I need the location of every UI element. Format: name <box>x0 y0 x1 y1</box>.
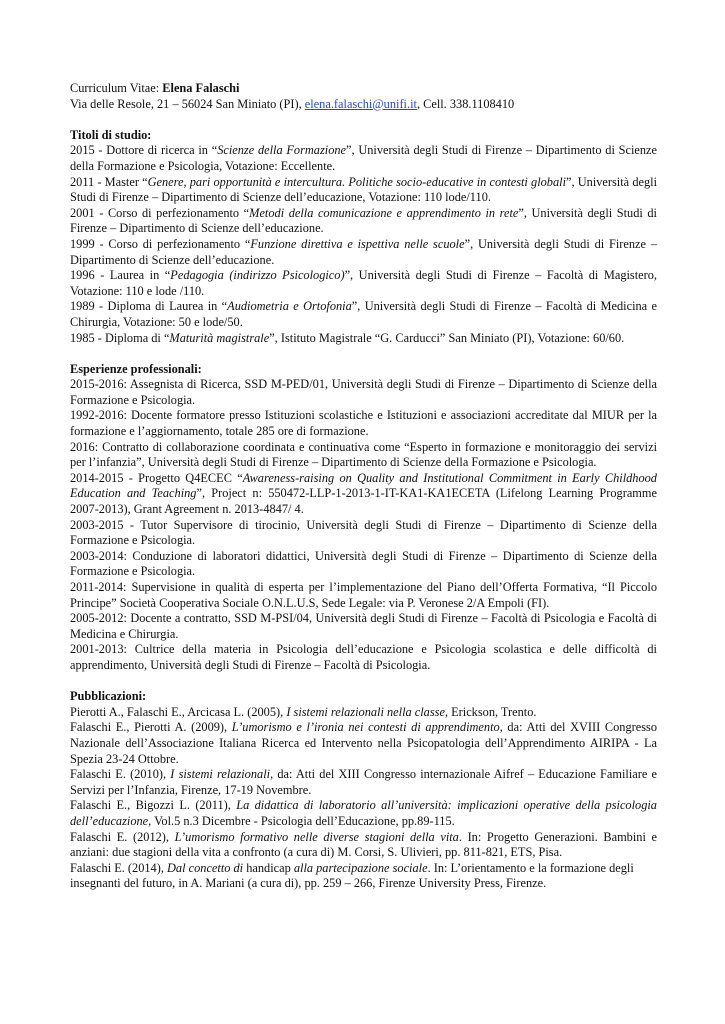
entry-text: . In: Progetto Generazioni. Bambini e anziani: due stagioni della vita a confronto (a cura di) M. Corsi, S. Ulivieri, pp. 811-821, ETS, Pisa. <box>70 829 657 860</box>
experience-entry <box>70 408 657 439</box>
study-entry <box>70 143 657 174</box>
entry-text: 1999 - Corso di perfezionamento “ <box>70 236 251 251</box>
publication-entry <box>70 830 657 861</box>
experience-entry <box>70 611 657 642</box>
entry-italic: Dal concetto di <box>167 860 247 875</box>
entry-text: 2016: Contratto di collaborazione coordinata e continuativa come “Esperto in formazione e monitoraggio dei servizi per l’infanzia”, Università degli Studi di Firenze – Dipartimento di Scienze della Formazione e Psicologia. <box>70 439 657 470</box>
study-entry <box>70 206 657 237</box>
studies-list <box>70 143 657 346</box>
entry-text: Falaschi E., Bigozzi L. (2011), <box>70 798 237 813</box>
experience-entry <box>70 580 657 611</box>
entry-text: ”, Università degli Studi di Firenze – Dipartimento di Scienze dell’educazione. <box>70 236 657 267</box>
entry-text: 2015-2016: Assegnista di Ricerca, SSD M-PED/01, Università degli Studi di Firenze – Dipartimento di Scienze della Formazione e Psicologia. <box>70 377 657 407</box>
experience-entry <box>70 440 657 471</box>
study-entry <box>70 299 657 330</box>
section-title-studies: Titoli di studio: <box>70 127 152 142</box>
publication-entry <box>70 861 657 892</box>
entry-text: Falaschi E. (2014), <box>70 860 168 875</box>
entry-italic: Audiometria e Ortofonia <box>227 299 352 314</box>
entry-text: Pierotti A., Falaschi E., Arcicasa L. (2005), <box>70 704 287 719</box>
entry-text: , da: Atti del XVIII Congresso Nazionale dell’Associazione Italiana Ricerca ed Intervento nella Psicopatologia dell’Apprendimento AIRIPA - La Spezia 23-24 Ottobre. <box>70 720 657 766</box>
entry-text: ”, Project n: 550472-LLP-1-2013-1-IT-KA1-KA1ECETA (Lifelong Learning Programme 2007-2013), Grant Agreement n. 2013-4847/ 4. <box>70 486 657 517</box>
entry-text: , Vol.5 n.3 Dicembre - Psicologia dell’Educazione, pp.89-115. <box>148 813 455 828</box>
experience-entry <box>70 642 657 673</box>
entry-text: 1996 - Laurea in “ <box>70 268 171 283</box>
entry-text: 2011 - Master “ <box>70 174 148 189</box>
entry-text: Falaschi E. (2010), <box>70 767 171 782</box>
entry-italic: L’umorismo formativo nelle diverse stagioni della vita <box>174 829 459 844</box>
study-entry <box>70 237 657 268</box>
entry-italic: Scienze della Formazione <box>217 143 347 158</box>
entry-text: Falaschi E., Pierotti A. (2009), <box>70 720 232 735</box>
entry-text: 2003-2015 - Tutor Supervisore di tirocinio, Università degli Studi di Firenze – Dipartimento di Scienze della Formazione e Psicologia. <box>70 517 657 548</box>
study-entry <box>70 175 657 206</box>
entry-text: ”, Università degli Studi di Firenze – Dipartimento di Scienze della Formazione e Psicologia, Votazione: Eccellente. <box>70 143 657 173</box>
publication-entry <box>70 798 657 829</box>
entry-text: 2015 - Dottore di ricerca in “ <box>70 143 218 158</box>
entry-italic: Maturità magistrale <box>169 330 270 345</box>
email-link[interactable]: elena.falaschi@unifi.it <box>304 96 417 111</box>
entry-italic: alla partecipazione sociale <box>290 860 428 875</box>
entry-text: handicap <box>246 860 291 875</box>
entry-text: 2003-2014: Conduzione di laboratori didattici, Università degli Studi di Firenze – Dipartimento di Scienze della Formazione e Psicologia. <box>70 548 657 579</box>
entry-text: 1989 - Diploma di Laurea in “ <box>70 299 228 314</box>
cv-label: Curriculum Vitae: <box>70 81 163 95</box>
section-title-experience: Esperienze professionali: <box>70 361 202 376</box>
entry-italic: La didattica di laboratorio all’università: implicazioni operative della psicologia dell’educazione <box>70 798 657 828</box>
entry-text: 2014-2015 - Progetto Q4ECEC “ <box>70 470 243 485</box>
entry-text: 1992-2016: Docente formatore presso Istituzioni scolastiche e Istituzioni e associazioni accreditate dal MIUR per la formazione e l’aggiornamento, totale 285 ore di formazione. <box>70 408 657 439</box>
publication-entry <box>70 767 657 798</box>
entry-italic: Funzione direttiva e ispettiva nelle scuole <box>250 236 465 251</box>
entry-text: ”, Università degli Studi di Firenze – Facoltà di Medicina e Chirurgia, Votazione: 50 e lode/50. <box>70 299 658 329</box>
entry-text: 1985 - Diploma di “ <box>70 330 170 345</box>
experience-list <box>70 377 657 673</box>
experience-entry <box>70 518 657 549</box>
phone: , Cell. 338.1108410 <box>416 96 515 111</box>
entry-text: ”, Istituto Magistrale “G. Carducci” San Miniato (PI), Votazione: 60/60. <box>269 330 625 345</box>
contact-line <box>70 97 657 113</box>
experience-entry <box>70 549 657 580</box>
entry-text: ”, Università degli Studi di Firenze – Dipartimento di Scienze dell’educazione. <box>70 205 657 236</box>
entry-italic: Awareness-raising on Quality and Institutional Commitment in Early Childhood Education and Teaching <box>70 470 657 501</box>
entry-italic: L’umorismo e l’ironia nei contesti di apprendimento <box>231 720 500 735</box>
entry-italic: I sistemi relazionali <box>170 767 271 782</box>
publications-list <box>70 705 657 861</box>
entry-text: 2001 - Corso di perfezionamento “ <box>70 205 250 220</box>
entry-text: ”, Università degli Studi di Firenze – Dipartimento di Scienze dell’educazione, Votazione: 110 lode/110. <box>70 174 657 205</box>
entry-text: , Erickson, Trento. <box>444 704 537 719</box>
entry-text: 2005-2012: Docente a contratto, SSD M-PSI/04, Università degli Studi di Firenze – Facoltà di Psicologia e Facoltà di Medicina e Chirurgia. <box>70 611 657 641</box>
entry-italic: Metodi della comunicazione e apprendimento in rete <box>249 205 519 220</box>
section-title-publications: Pubblicazioni: <box>70 689 147 704</box>
entry-italic: Pedagogia (indirizzo Psicologico) <box>170 268 345 283</box>
entry-italic: I sistemi relazionali nella classe <box>286 704 445 719</box>
cv-title-line <box>70 81 657 97</box>
entry-text: ”, Università degli Studi di Firenze – Facoltà di Magistero, Votazione: 110 e lode /110. <box>70 268 657 298</box>
cv-name: Elena Falaschi <box>162 81 240 95</box>
study-entry <box>70 331 657 347</box>
publication-entry <box>70 705 657 721</box>
entry-italic: Genere, pari opportunità e intercultura. Politiche socio-educative in contesti globali <box>147 174 566 189</box>
entry-text: 2001-2013: Cultrice della materia in Psicologia dell’educazione e Psicologia scolastica e delle difficoltà di apprendimento, Università degli Studi di Firenze – Facoltà di Psicologia. <box>70 642 657 672</box>
entry-text: . In: L’orientamento e la formazione degli insegnanti del futuro, in A. Mariani (a cura di), pp. 259 – 266, Firenze University Press, Firenze. <box>70 860 634 891</box>
publication-entry <box>70 720 657 767</box>
entry-text: Falaschi E. (2012), <box>70 829 175 844</box>
experience-entry <box>70 471 657 518</box>
experience-entry <box>70 377 657 408</box>
address: Via delle Resole, 21 – 56024 San Miniato (PI), <box>70 96 305 111</box>
entry-text: 2011-2014: Supervisione in qualità di esperta per l’implementazione del Piano dell’Offerta Formativa, “Il Piccolo Principe” Società Cooperativa Sociale O.N.L.U.S, Sede Legale: via P. Veronese 2/A Empoli (FI). <box>70 580 657 610</box>
study-entry <box>70 268 657 299</box>
entry-text: , da: Atti del XIII Congresso internazionale Aifref – Educazione Familiare e Servizi per l’Infanzia, Firenze, 17-19 Novembre. <box>70 767 658 797</box>
